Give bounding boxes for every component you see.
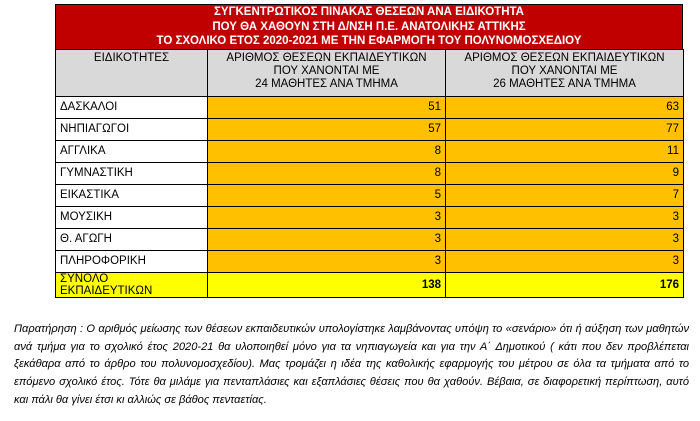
table-row [56, 118, 684, 140]
value-26: 11 [446, 140, 684, 162]
table-row [56, 228, 684, 250]
specialty-name: ΠΛΗΡΟΦΟΡΙΚΗ [56, 250, 208, 272]
value-26: 3 [446, 228, 684, 250]
value-24: 3 [208, 206, 446, 228]
header-24-line-1: ΑΡΙΘΜΟΣ ΘΕΣΕΩΝ ΕΚΠΑΙΔΕΥΤΙΚΩΝ [226, 51, 427, 64]
table-row [56, 96, 684, 118]
header-specialties: ΕΙΔΙΚΟΤΗΤΕΣ [56, 49, 208, 96]
specialty-name: ΜΟΥΣΙΚΗ [56, 206, 208, 228]
specialty-name: ΔΑΣΚΑΛΟΙ [56, 96, 208, 118]
value-24: 8 [208, 140, 446, 162]
value-24: 3 [208, 228, 446, 250]
table-row [56, 206, 684, 228]
title-line-2: ΠΟΥ ΘΑ ΧΑΘΟΥΝ ΣΤΗ Δ/ΝΣΗ Π.Ε. ΑΝΑΤΟΛΙΚΗΣ ΑΤΤΙΚΗΣ [212, 20, 526, 33]
header-24-line-2: ΠΟΥ ΧΑΝΟΝΤΑΙ ΜΕ [273, 64, 380, 77]
value-26: 3 [446, 250, 684, 272]
value-24: 8 [208, 162, 446, 184]
value-24: 5 [208, 184, 446, 206]
note-paragraph [14, 321, 689, 410]
header-26-line-2: ΠΟΥ ΧΑΝΟΝΤΑΙ ΜΕ [511, 64, 618, 77]
value-26: 63 [446, 96, 684, 118]
total-24: 138 [208, 272, 446, 297]
table-row [56, 250, 684, 272]
specialty-name: ΑΓΓΛΙΚΑ [56, 140, 208, 162]
table-row [56, 162, 684, 184]
header-24-students [208, 49, 446, 96]
value-24: 57 [208, 118, 446, 140]
title-line-1: ΣΥΓΚΕΝΤΡΩΤΙΚΟΣ ΠΙΝΑΚΑΣ ΘΕΣΕΩΝ ΑΝΑ ΕΙΔΙΚΟΤΗΤΑ [214, 6, 524, 18]
value-26: 7 [446, 184, 684, 206]
table-title [55, 4, 683, 49]
header-row [56, 49, 684, 96]
note-label: Παρατήρηση : [14, 323, 84, 335]
value-24: 3 [208, 250, 446, 272]
value-26: 77 [446, 118, 684, 140]
value-26: 9 [446, 162, 684, 184]
specialty-name: ΕΙΚΑΣΤΙΚΑ [56, 184, 208, 206]
total-row [56, 272, 684, 297]
value-26: 3 [446, 206, 684, 228]
value-24: 51 [208, 96, 446, 118]
header-26-students [446, 49, 684, 96]
specialty-name: ΓΥΜΝΑΣΤΙΚΗ [56, 162, 208, 184]
specialty-name: ΝΗΠΙΑΓΩΓΟΙ [56, 118, 208, 140]
summary-table [55, 4, 683, 298]
header-24-line-3: 24 ΜΑΘΗΤΕΣ ΑΝΑ ΤΜΗΜΑ [255, 77, 398, 90]
header-26-line-3: 26 ΜΑΘΗΤΕΣ ΑΝΑ ΤΜΗΜΑ [493, 77, 636, 90]
total-label: ΣΥΝΟΛΟ ΕΚΠΑΙΔΕΥΤΙΚΩΝ [56, 272, 208, 297]
title-line-3: ΤΟ ΣΧΟΛΙΚΟ ΕΤΟΣ 2020-2021 ΜΕ ΤΗΝ ΕΦΑΡΜΟΓΗ ΤΟΥ ΠΟΛΥΝΟΜΟΣΧΕΔΙΟΥ [156, 35, 582, 47]
data-table [55, 49, 684, 298]
header-26-line-1: ΑΡΙΘΜΟΣ ΘΕΣΕΩΝ ΕΚΠΑΙΔΕΥΤΙΚΩΝ [464, 51, 665, 64]
table-row [56, 140, 684, 162]
total-26: 176 [446, 272, 684, 297]
note-text: Ο αριθμός μείωσης των θέσεων εκπαιδευτικών υπολογίστηκε λαμβάνοντας υπόψη το «σενάριο» ότι ή αύξηση των μαθητών ανά τμήμα για το σχολικό έτος 2020-21 θα υλοποιηθεί μόνο για τα νηπιαγωγεία και για την Α΄ Δημοτικού ( κάτι που δεν προβλέπεται ξεκάθαρα από το άρθρο του πολυνομοσχεδίου). Μας τρομάζει η ιδέα της καθολικής εφαρμογής του μέτρου σε όλα τα τμήματα από το επόμενο σχολικό έτος. Τότε θα μιλάμε για πενταπλάσιες και εξαπλάσιες θέσεις που θα χαθούν. Βέβαια, σε διαφορετική περίπτωση, αυτό και πάλι θα γίνει έτσι κι αλλιώς σε βάθος πενταετίας. [14, 323, 690, 406]
specialty-name: Θ. ΑΓΩΓΗ [56, 228, 208, 250]
table-row [56, 184, 684, 206]
